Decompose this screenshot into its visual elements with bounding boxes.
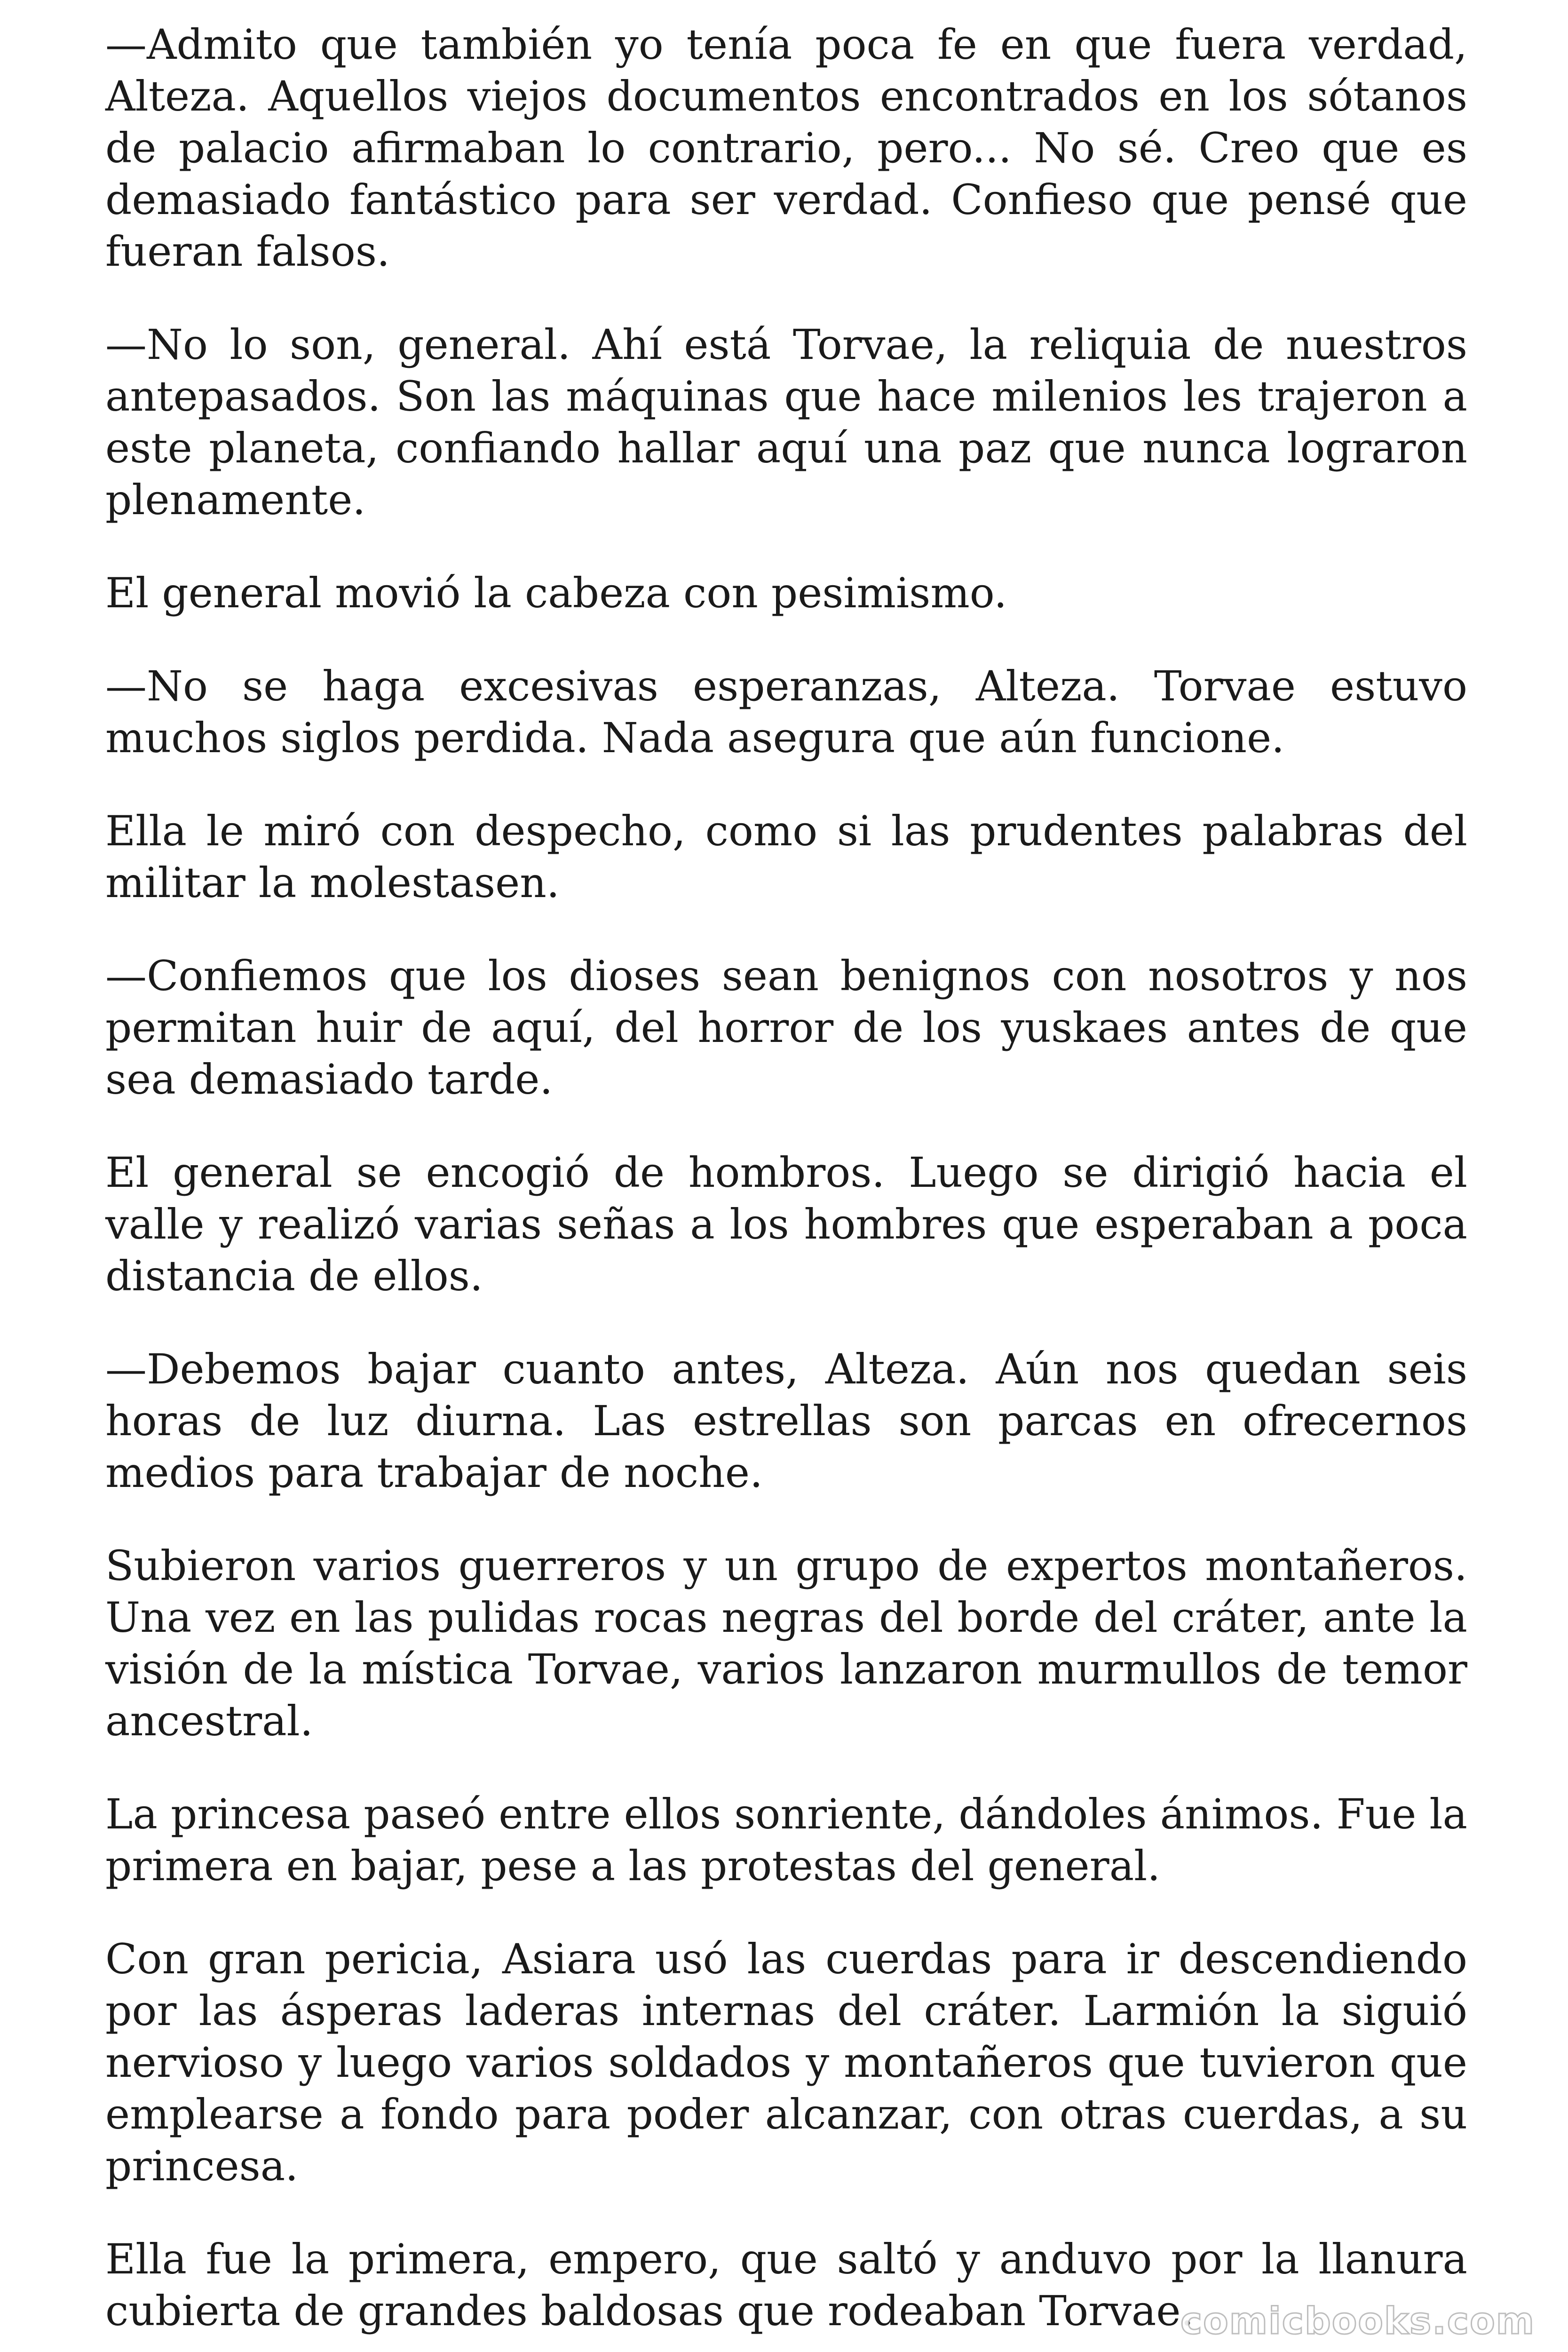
- paragraph-6: —Confiemos que los dioses sean benignos con nosotros y nos permitan huir de aquí, del horror de los yuskaes antes de que sea demasiado tarde.: [105, 952, 1467, 1104]
- paragraph-4: —No se haga excesivas esperanzas, Alteza. Torvae estuvo muchos siglos perdida. Nada asegura que aún funcione.: [105, 662, 1467, 762]
- paragraph-12: Ella fue la primera, empero, que saltó y anduvo por la llanura cubierta de grandes baldosas que rodeaban Torvae.: [105, 2235, 1467, 2335]
- paragraph-1: —Admito que también yo tenía poca fe en que fuera verdad, Alteza. Aquellos viejos documentos encontrados en los sótanos de palacio afirmaban lo contrario, pero... No sé. Creo que es demasiado fantástico para ser verdad. Confieso que pensé que fueran falsos.: [105, 20, 1467, 276]
- paragraph-3: El general movió la cabeza con pesimismo.: [105, 569, 1007, 617]
- watermark-logo: comicbooks.com: [1180, 2300, 1535, 2343]
- paragraph-10: La princesa paseó entre ellos sonriente, dándoles ánimos. Fue la primera en bajar, pese a las protestas del general.: [105, 1790, 1467, 1890]
- paragraph-11: Con gran pericia, Asiara usó las cuerdas para ir descendiendo por las ásperas laderas internas del cráter. Larmión la siguió nervioso y luego varios soldados y montañeros que tuvieron que emplearse a fondo para poder alcanzar, con otras cuerdas, a su princesa.: [105, 1935, 1467, 2190]
- paragraph-9: Subieron varios guerreros y un grupo de expertos montañeros. Una vez en las pulidas rocas negras del borde del cráter, ante la visión de la mística Torvae, varios lanzaron murmullos de temor ancestral.: [105, 1542, 1467, 1745]
- paragraph-5: Ella le miró con despecho, como si las prudentes palabras del militar la molestasen.: [105, 807, 1467, 907]
- paragraph-7: El general se encogió de hombros. Luego se dirigió hacia el valle y realizó varias señas a los hombres que esperaban a poca distancia de ellos.: [105, 1148, 1467, 1300]
- book-page-text: [105, 19, 1467, 2352]
- paragraph-2: —No lo son, general. Ahí está Torvae, la reliquia de nuestros antepasados. Son las máquinas que hace milenios les trajeron a este planeta, confiando hallar aquí una paz que nunca lograron plenamente.: [105, 320, 1467, 524]
- paragraph-8: —Debemos bajar cuanto antes, Alteza. Aún nos quedan seis horas de luz diurna. Las estrellas son parcas en ofrecernos medios para trabajar de noche.: [105, 1345, 1467, 1497]
